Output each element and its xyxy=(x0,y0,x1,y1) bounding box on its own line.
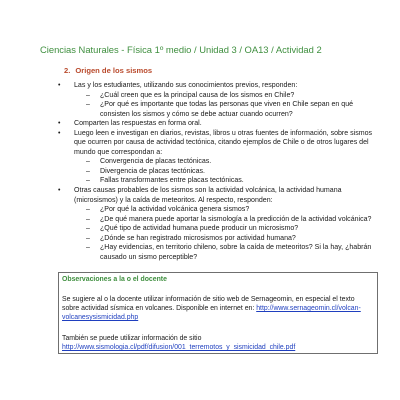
bullet-item-2 xyxy=(58,119,376,129)
sub-item: – ¿Por qué es importante que todas las personas que viven en Chile sepan en qué consisten los sismos y cómo se debe actuar cuando ocurren? xyxy=(86,100,376,119)
bullet-text: Luego leen e investigan en diarios, revistas, libros u otras fuentes de información, sobre sismos que ocurren por causa de actividad tectónica, citando ejemplos de Chile o de otros lugares del mundo que correspondan a: xyxy=(74,129,373,156)
observations-box xyxy=(58,272,378,354)
bullet-text: Las y los estudiantes, utilizando sus conocimientos previos, responden: xyxy=(74,82,298,89)
sub-item: – ¿Por qué la actividad volcánica genera sismos? xyxy=(86,205,376,215)
bullet-text: Otras causas probables de los sismos son la actividad volcánica, la actividad humana (microsismos) y la caída de meteoritos. Al respecto, responden: xyxy=(74,187,342,204)
bullet-text: Comparten las respuestas en forma oral. xyxy=(74,120,202,128)
sub-item: – ¿De qué manera puede aportar la sismología a la predicción de la actividad volcánica? xyxy=(86,215,376,225)
sub-item: – Fallas transformantes entre placas tectónicas. xyxy=(86,176,376,186)
sub-list xyxy=(74,157,376,186)
activity-list xyxy=(58,81,376,262)
sernageomin-link[interactable]: http://www.sernageomin.cl/volcan-volcanesysismicidad.php xyxy=(62,305,361,321)
bullet-item-3 xyxy=(58,129,376,186)
sub-item: – Convergencia de placas tectónicas. xyxy=(86,157,376,167)
page-breadcrumb: Ciencias Naturales - Física 1º medio / Unidad 3 / OA13 / Actividad 2 xyxy=(40,44,322,55)
sub-item: – ¿Cuál creen que es la principal causa de los sismos en Chile? xyxy=(86,91,376,101)
observations-title: Observaciones a la o el docente xyxy=(62,276,167,283)
section-heading xyxy=(64,66,152,75)
observations-text-2: También se puede utilizar información de sitio xyxy=(62,335,202,342)
observations-paragraph-2 xyxy=(62,334,373,352)
activity-content xyxy=(58,81,376,262)
sub-list xyxy=(74,205,376,262)
sub-list xyxy=(74,91,376,120)
observations-paragraph-1 xyxy=(62,295,373,322)
sub-item: – ¿Qué tipo de actividad humana puede producir un microsismo? xyxy=(86,224,376,234)
sismologia-link[interactable]: http://www.sismologia.cl/pdf/difusion/001_terremotos_y_sismicidad_chile.pdf xyxy=(62,344,296,351)
sub-item: – ¿Dónde se han registrado microsismos por actividad humana? xyxy=(86,234,376,244)
bullet-item-4 xyxy=(58,186,376,262)
section-number: 2. xyxy=(64,66,71,75)
bullet-item-1 xyxy=(58,81,376,119)
section-title: Origen de los sismos xyxy=(75,66,153,75)
observations-text-1: Se sugiere al o la docente utilizar información de sitio web de Sernageomin, en especial el texto sobre actividad sísmica en volcanes. Disponible en internet en: xyxy=(62,296,355,312)
sub-item: – Divergencia de placas tectónicas. xyxy=(86,167,376,177)
sub-item: – ¿Hay evidencias, en territorio chileno, sobre la caída de meteoritos? Si la hay, ¿habrán causado un sismo perceptible? xyxy=(86,243,376,262)
